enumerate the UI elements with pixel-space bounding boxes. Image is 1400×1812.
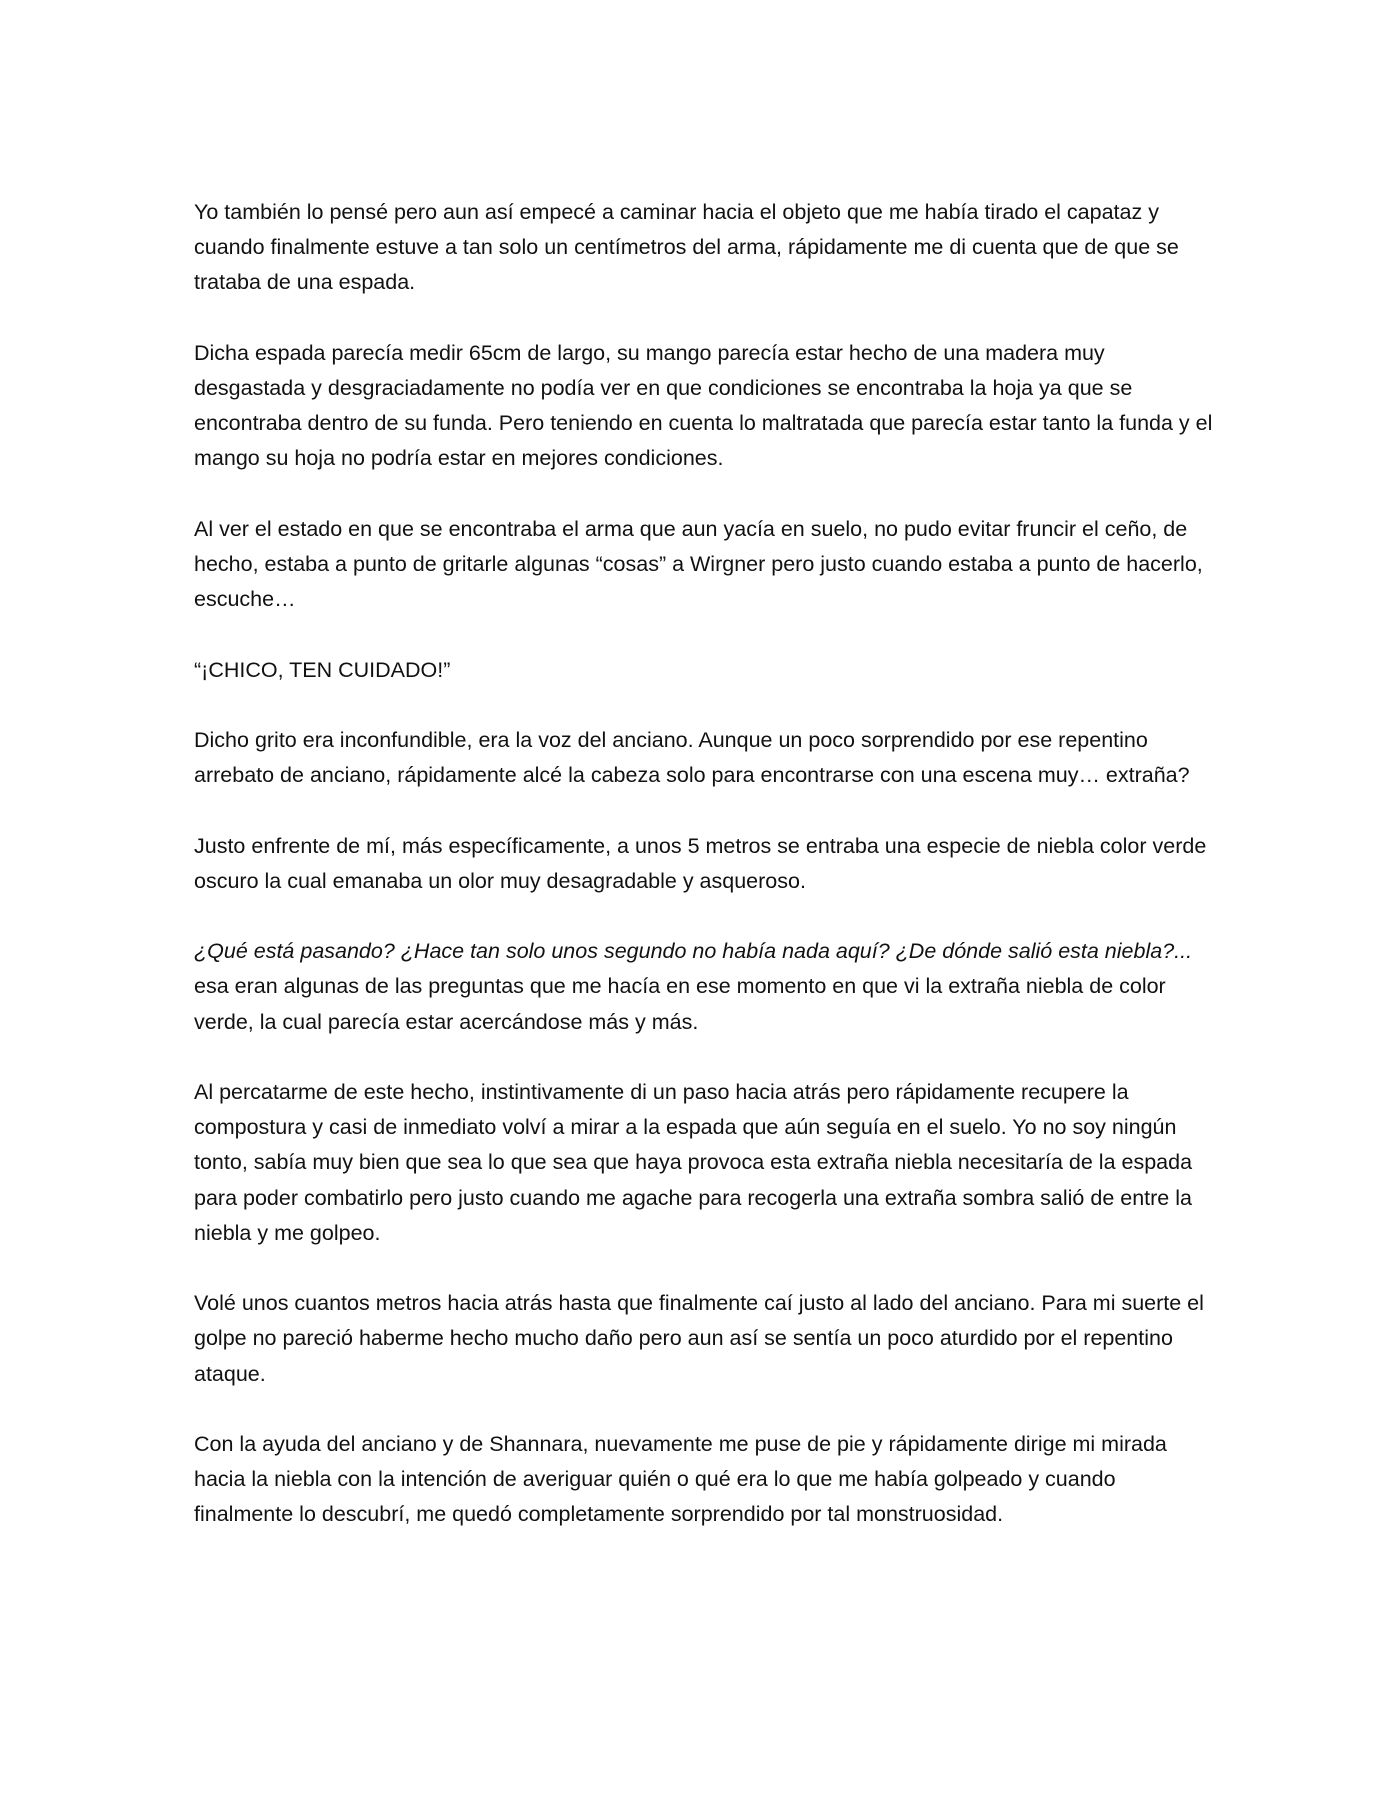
paragraph-3: Al ver el estado en que se encontraba el arma que aun yacía en suelo, no pudo evitar fruncir el ceño, de hecho, estaba a punto de gritarle algunas “cosas” a Wirgner pero justo cuando estaba a punto de hacerlo, escuche… xyxy=(194,516,1203,612)
document-body xyxy=(194,195,1214,1533)
paragraph-1: Yo también lo pensé pero aun así empecé a caminar hacia el objeto que me había tirado el capataz y cuando finalmente estuve a tan solo un centímetros del arma, rápidamente me di cuenta que de que se trataba de una espada. xyxy=(194,200,1179,295)
paragraph-8: Al percatarme de este hecho, instintivamente di un paso hacia atrás pero rápidamente recupere la compostura y casi de inmediato volví a mirar a la espada que aún seguía en el suelo. Yo no soy ningún tonto, sabía muy bien que sea lo que sea que haya provoca esta extraña niebla necesitaría de la espada para poder combatirlo pero justo cuando me agache para recogerla una extraña sombra salió de entre la niebla y me golpeo. xyxy=(194,1079,1193,1245)
paragraph-6: Justo enfrente de mí, más específicamente, a unos 5 metros se entraba una especie de niebla color verde oscuro la cual emanaba un olor muy desagradable y asqueroso. xyxy=(194,833,1207,893)
paragraph-7 xyxy=(194,934,1214,1040)
paragraph-7-text: esa eran algunas de las preguntas que me hacía en ese momento en que vi la extraña niebla de color verde, la cual parecía estar acercándose más y más. xyxy=(194,974,1166,1034)
paragraph-9: Volé unos cuantos metros hacia atrás hasta que finalmente caí justo al lado del anciano. Para mi suerte el golpe no pareció haberme hecho mucho daño pero aun así se sentía un poco aturdido por el repentino ataque. xyxy=(194,1291,1204,1386)
paragraph-2: Dicha espada parecía medir 65cm de largo, su mango parecía estar hecho de una madera muy desgastada y desgraciadamente no podía ver en que condiciones se encontraba la hoja ya que se encontraba dentro de su funda. Pero teniendo en cuenta lo maltratada que parecía estar tanto la funda y el mango su hoja no podría estar en mejores condiciones. xyxy=(194,340,1213,471)
dialogue-line: “¡CHICO, TEN CUIDADO!” xyxy=(194,657,451,682)
paragraph-5: Dicho grito era inconfundible, era la voz del anciano. Aunque un poco sorprendido por ese repentino arrebato de anciano, rápidamente alcé la cabeza solo para encontrarse con una escena muy… extraña? xyxy=(194,727,1190,788)
italic-thoughts: ¿Qué está pasando? ¿Hace tan solo unos segundo no había nada aquí? ¿De dónde salió esta niebla?... xyxy=(194,939,1193,964)
paragraph-10: Con la ayuda del anciano y de Shannara, nuevamente me puse de pie y rápidamente dirige mi mirada hacia la niebla con la intención de averiguar quién o qué era lo que me había golpeado y cuando finalmente lo descubrí, me quedó completamente sorprendido por tal monstruosidad. xyxy=(194,1431,1167,1527)
